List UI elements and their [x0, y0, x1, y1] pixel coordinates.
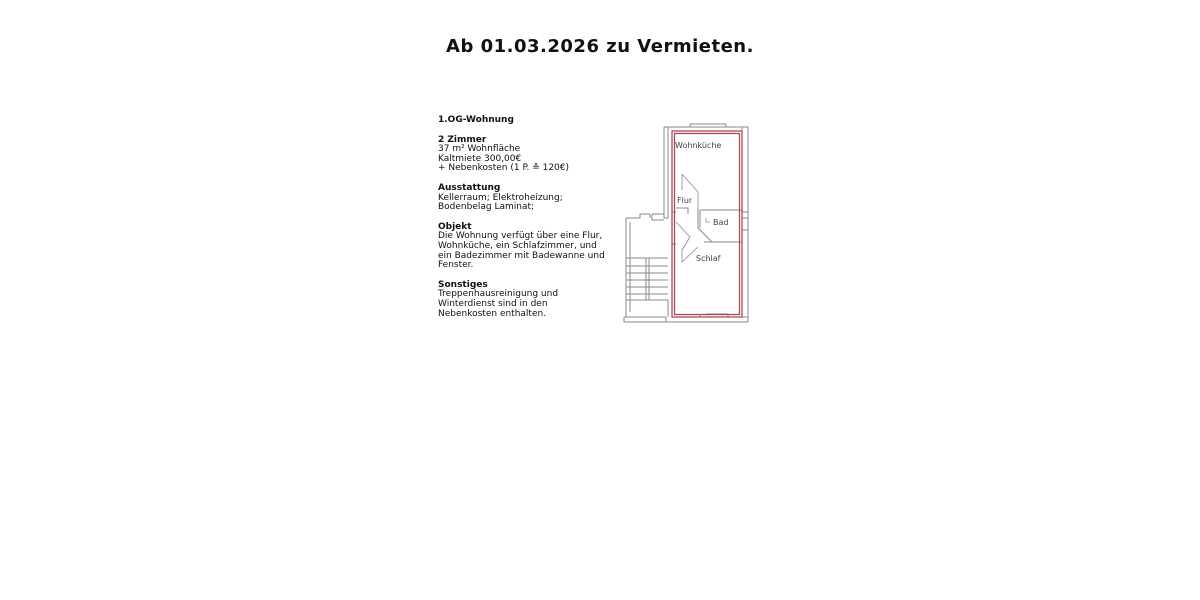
object-line: Wohnküche, ein Schlafzimmer, und: [438, 240, 597, 251]
room-label-flur: Flur: [677, 196, 693, 205]
misc-title: Sonstiges: [438, 279, 488, 290]
page-headline: Ab 01.03.2026 zu Vermieten.: [446, 36, 754, 57]
rooms-title: 2 Zimmer: [438, 134, 487, 145]
unit-title: 1.OG-Wohnung: [438, 115, 514, 125]
room-label-bad: Bad: [713, 218, 729, 227]
equipment-title: Ausstattung: [438, 182, 501, 193]
floor-plan: [620, 122, 755, 327]
living-area: 37 m² Wohnfläche: [438, 144, 521, 155]
misc-section: [438, 281, 608, 319]
misc-line: Nebenkosten enthalten.: [438, 308, 547, 319]
floor-plan-drawing: [620, 122, 755, 327]
object-line: ein Badezimmer mit Badewanne und: [438, 250, 605, 261]
object-line: Die Wohnung verfügt über eine Flur,: [438, 231, 603, 242]
misc-line: Treppenhausreinigung und: [438, 289, 559, 300]
object-section: [438, 223, 608, 271]
rooms-section: [438, 136, 608, 174]
additional-costs: + Nebenkosten (1 P. ≙ 120€): [438, 163, 570, 174]
object-title: Objekt: [438, 221, 472, 232]
equipment-section: [438, 184, 608, 213]
listing-info: [438, 116, 608, 329]
room-label-wohnkueche: Wohnküche: [675, 141, 722, 150]
room-label-schlaf: Schlaf: [696, 254, 721, 263]
equipment-line: Kellerraum; Elektroheizung;: [438, 192, 563, 203]
unit-section: [438, 116, 608, 126]
object-line: Fenster.: [438, 260, 474, 271]
misc-line: Winterdienst sind in den: [438, 298, 548, 309]
cold-rent: Kaltmiete 300,00€: [438, 153, 522, 164]
equipment-line: Bodenbelag Laminat;: [438, 202, 535, 213]
